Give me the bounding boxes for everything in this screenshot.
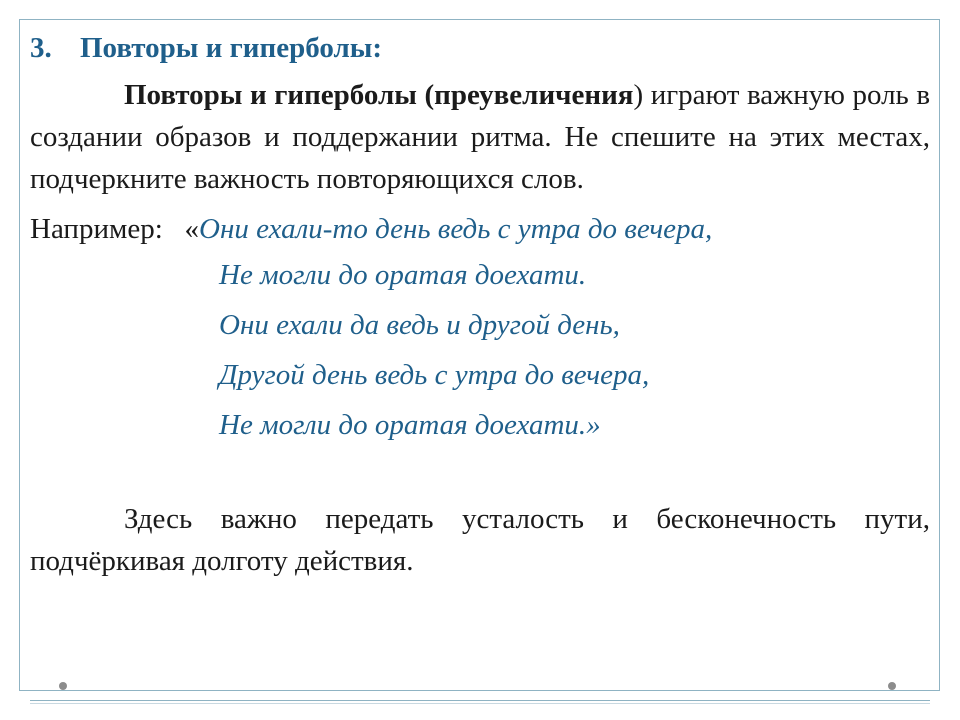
section-number: 3.	[30, 32, 52, 64]
intro-bold-text: Повторы и гиперболы (преувеличения	[124, 79, 634, 111]
verse-line: Не могли до оратая доехати.»	[219, 409, 601, 441]
footer-dot-left	[59, 682, 67, 690]
footer-divider	[30, 700, 930, 701]
footer-dot-right	[888, 682, 896, 690]
verse-line: Не могли до оратая доехати.	[219, 259, 587, 291]
footer-divider-secondary	[30, 703, 930, 704]
verse-line: Другой день ведь с утра до вечера,	[219, 359, 650, 391]
verse-line: Они ехали-то день ведь с утра до вечера,	[199, 213, 713, 245]
section-title: Повторы и гиперболы:	[80, 32, 383, 64]
example-first-line	[30, 208, 930, 250]
verse-line: Они ехали да ведь и другой день,	[219, 309, 620, 341]
slide-content	[30, 28, 930, 611]
intro-paragraph	[30, 74, 930, 200]
intro-text: ) играют важную роль в создании образов и поддержании ритма. Не спешите на этих местах, подчеркните важность повторяющихся слов.	[30, 79, 931, 195]
conclusion-text: Здесь важно передать усталость и бесконечность пути, подчёркивая долготу действия.	[30, 503, 930, 577]
section-heading	[30, 28, 930, 68]
open-quote: «	[184, 213, 200, 245]
conclusion-paragraph	[30, 498, 930, 582]
example-label: Например:	[30, 213, 163, 245]
